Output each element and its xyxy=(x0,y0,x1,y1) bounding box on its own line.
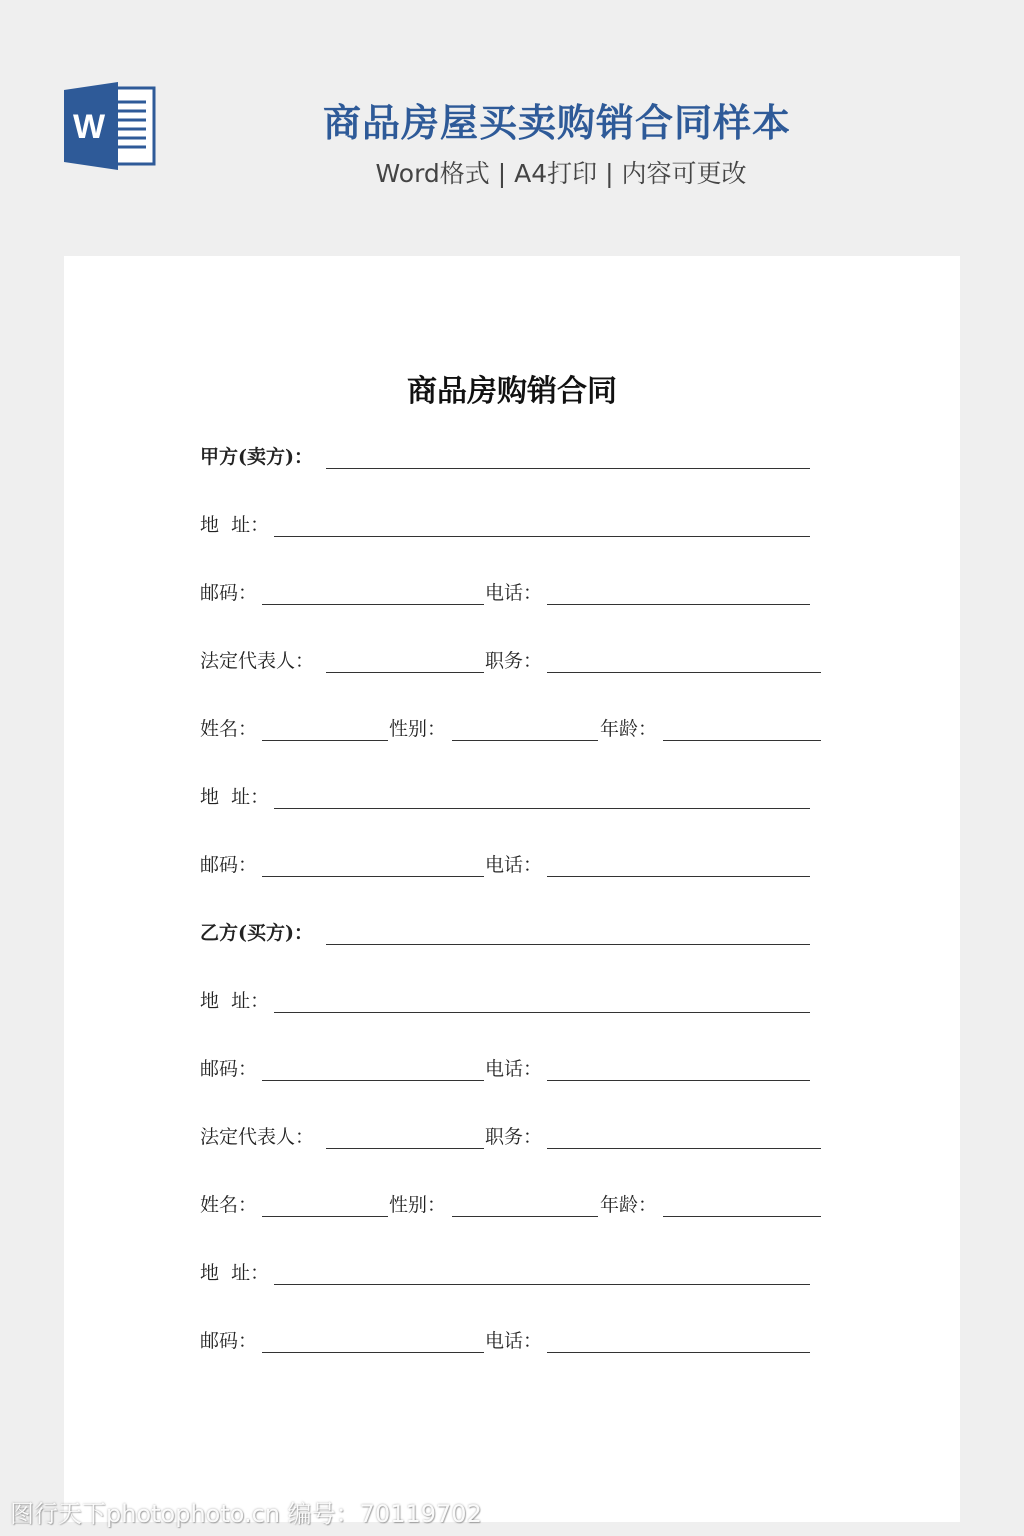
phone-label: 电话： xyxy=(485,1058,543,1080)
address-label: 地 址： xyxy=(200,990,270,1012)
postcode-label: 邮码： xyxy=(200,582,258,604)
gender-field[interactable] xyxy=(452,1216,598,1217)
phone-field[interactable] xyxy=(547,604,810,605)
address-field[interactable] xyxy=(274,1012,810,1013)
address-field[interactable] xyxy=(274,1284,810,1285)
watermark: 图行天下photophoto.cn 编号：70119702 xyxy=(10,1500,482,1528)
postcode-field[interactable] xyxy=(262,876,484,877)
party-b-label: 乙方(买方)： xyxy=(200,922,313,944)
legal-rep-label: 法定代表人： xyxy=(200,650,315,672)
position-field[interactable] xyxy=(547,1148,821,1149)
age-label: 年龄： xyxy=(600,718,658,740)
header xyxy=(0,0,1024,230)
name-label: 姓名： xyxy=(200,718,258,740)
legal-rep-field[interactable] xyxy=(326,672,484,673)
party-a-label: 甲方(卖方)： xyxy=(200,446,313,468)
position-field[interactable] xyxy=(547,672,821,673)
postcode-label: 邮码： xyxy=(200,1330,258,1352)
phone-label: 电话： xyxy=(485,854,543,876)
phone-label: 电话： xyxy=(485,582,543,604)
name-field[interactable] xyxy=(262,740,388,741)
legal-rep-field[interactable] xyxy=(326,1148,484,1149)
address-field[interactable] xyxy=(274,536,810,537)
position-label: 职务： xyxy=(485,1126,543,1148)
name-label: 姓名： xyxy=(200,1194,258,1216)
postcode-label: 邮码： xyxy=(200,854,258,876)
phone-label: 电话： xyxy=(485,1330,543,1352)
page-subtitle: Word格式 | A4打印 | 内容可更改 xyxy=(375,159,747,188)
svg-text:W: W xyxy=(72,108,106,146)
phone-field[interactable] xyxy=(547,876,810,877)
age-field[interactable] xyxy=(663,1216,821,1217)
age-label: 年龄： xyxy=(600,1194,658,1216)
phone-field[interactable] xyxy=(547,1080,810,1081)
gender-field[interactable] xyxy=(452,740,598,741)
gender-label: 性别： xyxy=(389,718,447,740)
age-field[interactable] xyxy=(663,740,821,741)
party-b-field[interactable] xyxy=(326,944,810,945)
document-title: 商品房购销合同 xyxy=(407,374,617,409)
address-label: 地 址： xyxy=(200,1262,270,1284)
postcode-field[interactable] xyxy=(262,1352,484,1353)
gender-label: 性别： xyxy=(389,1194,447,1216)
page-title: 商品房屋买卖购销合同样本 xyxy=(322,101,791,145)
postcode-field[interactable] xyxy=(262,604,484,605)
postcode-label: 邮码： xyxy=(200,1058,258,1080)
name-field[interactable] xyxy=(262,1216,388,1217)
postcode-field[interactable] xyxy=(262,1080,484,1081)
position-label: 职务： xyxy=(485,650,543,672)
address-label: 地 址： xyxy=(200,514,270,536)
address-field[interactable] xyxy=(274,808,810,809)
party-a-field[interactable] xyxy=(326,468,810,469)
phone-field[interactable] xyxy=(547,1352,810,1353)
address-label: 地 址： xyxy=(200,786,270,808)
legal-rep-label: 法定代表人： xyxy=(200,1126,315,1148)
